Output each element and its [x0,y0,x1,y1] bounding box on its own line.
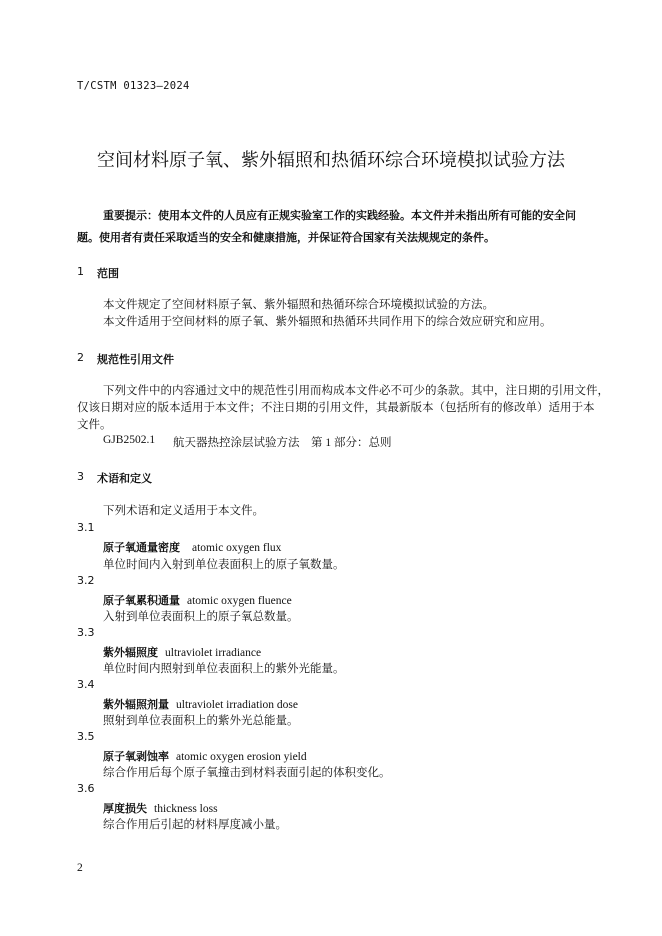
term-chinese: 原子氧通量密度 [103,541,180,554]
section-3-number: 3 [77,470,84,483]
term-english: ultraviolet irradiance [165,647,262,659]
term-heading [103,799,218,817]
section-1-title: 范围 [97,267,119,280]
term-number: 3.2 [77,574,95,587]
term-english: atomic oxygen erosion yield [176,751,307,763]
term-english: thickness loss [154,803,218,815]
term-english: ultraviolet irradiation dose [176,699,298,711]
term-chinese: 紫外辐照剂量 [103,698,169,711]
page-number: 2 [77,862,83,874]
document-number: T/CSTM 01323—2024 [77,80,190,92]
term-definition: 单位时间内入射到单位表面积上的原子氧数量。 [103,559,345,571]
term-heading [103,591,292,609]
document-title: 空间材料原子氧、紫外辐照和热循环综合环境模拟试验方法 [97,150,565,171]
term-definition: 单位时间内照射到单位表面积上的紫外光能量。 [103,663,345,675]
section-2-paragraph-line-1: 下列文件中的内容通过文中的规范性引用而构成本文件必不可少的条款。其中，注日期的引用文件， [103,385,609,397]
term-definition: 综合作用后引起的材料厚度减小量。 [103,819,287,831]
term-number: 3.6 [77,782,95,795]
section-3-title: 术语和定义 [97,472,152,485]
term-chinese: 原子氧剥蚀率 [103,750,169,763]
reference-title: 航天器热控涂层试验方法 第 1 部分：总则 [173,437,392,449]
term-definition: 入射到单位表面积上的原子氧总数量。 [103,611,299,623]
section-2-paragraph-line-2: 仅该日期对应的版本适用于本文件；不注日期的引用文件，其最新版本（包括所有的修改单）适用于本 [77,402,595,414]
section-1-paragraph-1: 本文件规定了空间材料原子氧、紫外辐照和热循环综合环境模拟试验的方法。 [103,299,494,311]
term-number: 3.5 [77,730,95,743]
term-heading [103,538,281,556]
notice-line-1: 重要提示：使用本文件的人员应有正规实验室工作的实践经验。本文件并未指出所有可能的安全问 [103,209,576,222]
section-3-intro: 下列术语和定义适用于本文件。 [103,505,264,517]
term-chinese: 厚度损失 [103,802,147,815]
term-number: 3.4 [77,678,95,691]
section-1-paragraph-2: 本文件适用于空间材料的原子氧、紫外辐照和热循环共同作用下的综合效应研究和应用。 [103,316,552,328]
term-heading [103,747,307,765]
term-number: 3.3 [77,626,95,639]
term-chinese: 紫外辐照度 [103,646,158,659]
section-2-title: 规范性引用文件 [97,353,174,366]
notice-line-2: 题。使用者有责任采取适当的安全和健康措施，并保证符合国家有关法规规定的条件。 [77,231,495,244]
section-2-paragraph-line-3: 文件。 [77,419,112,431]
term-chinese: 原子氧累积通量 [103,594,180,607]
term-definition: 综合作用后每个原子氧撞击到材料表面引起的体积变化。 [103,767,391,779]
term-definition: 照射到单位表面积上的紫外光总能量。 [103,715,299,727]
term-number: 3.1 [77,521,95,534]
term-heading [103,695,298,713]
term-english: atomic oxygen flux [192,542,282,554]
reference-code: GJB2502.1 [103,434,156,446]
section-1-number: 1 [77,265,84,278]
section-2-number: 2 [77,351,84,364]
term-heading [103,643,261,661]
term-english: atomic oxygen fluence [187,595,292,607]
